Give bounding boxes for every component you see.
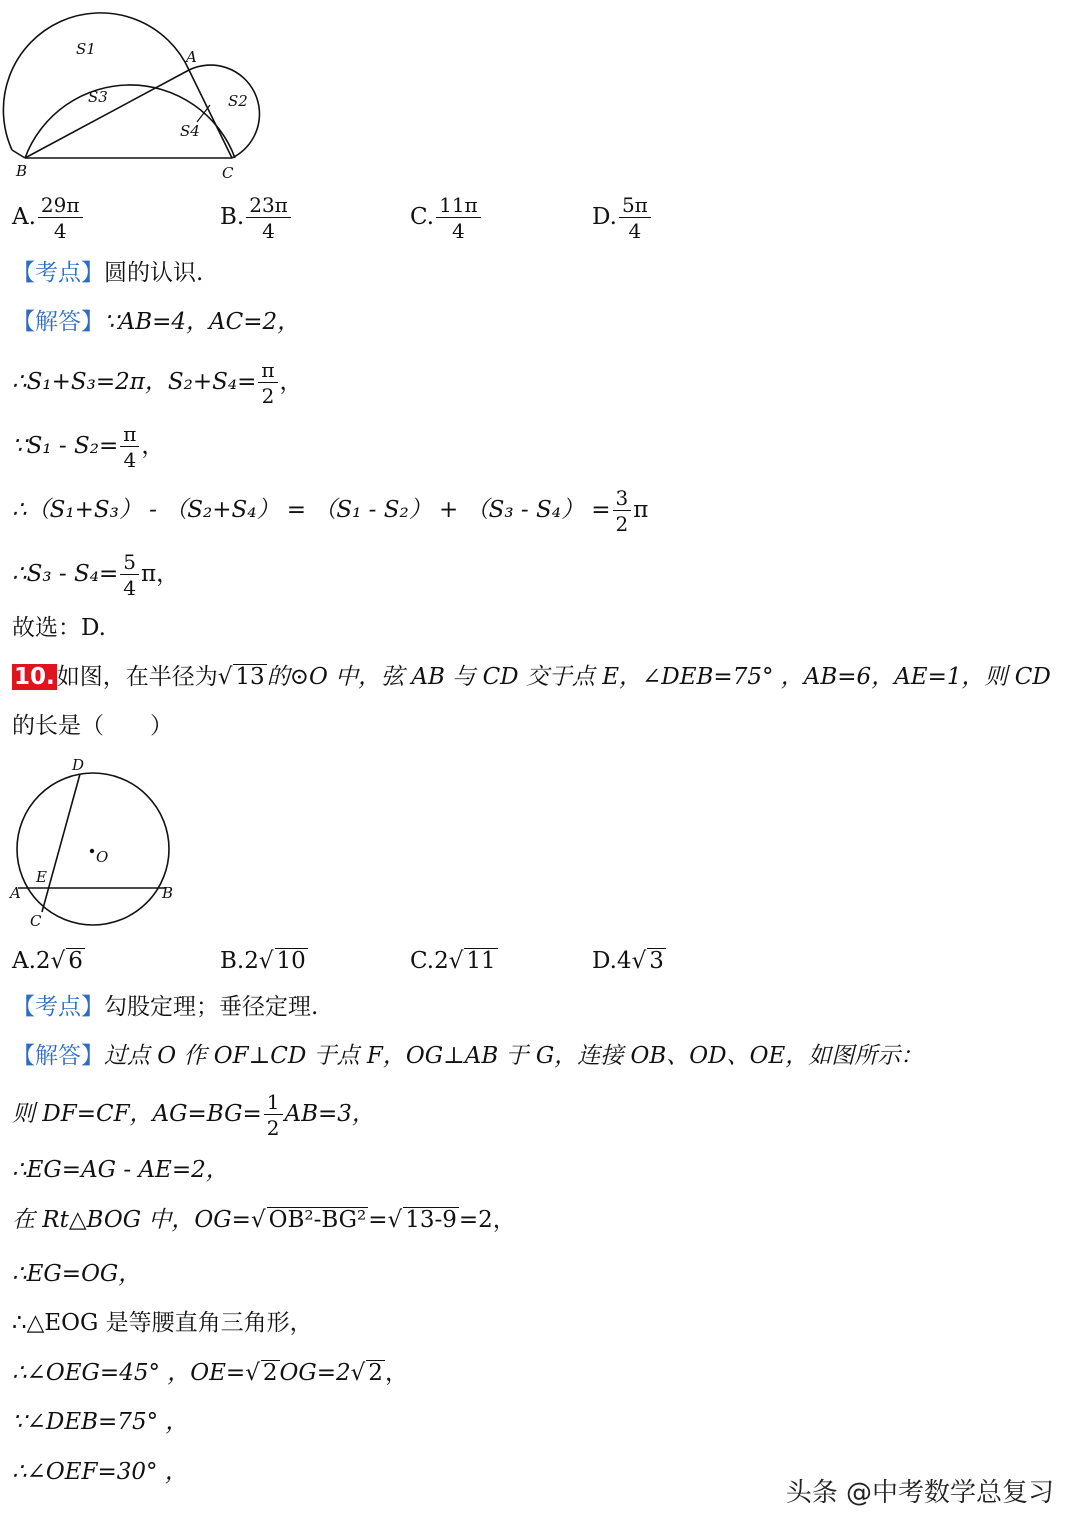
label-d: D — [72, 756, 85, 774]
q10-l1: 则 DF=CF，AG=BG= $\frac{1}{2}$ AB=3， — [12, 1090, 375, 1140]
label-c: C — [222, 164, 234, 182]
q10-l4: ∴EG=OG， — [12, 1261, 142, 1287]
label-s4: S4 — [180, 122, 200, 140]
label-b: B — [162, 884, 174, 902]
q10-l2: ∴EG=AG - AE=2， — [12, 1157, 229, 1183]
q9-answer: 故选：D. — [12, 615, 106, 641]
q9-line3: ∴（S₁+S₃） - （S₂+S₄） = （S₁ - S₂） + （S₃ - S₄） = $\frac{3}{2}$ π — [12, 486, 649, 536]
q10-choice-b: B.2√ 10 — [220, 948, 306, 974]
label-s3: S3 — [88, 88, 108, 106]
label-b: B — [16, 162, 28, 180]
jieda-tag: 【解答】 — [12, 1043, 104, 1069]
q9-choice-d: D. $\frac{5\pi}{4}$ — [592, 195, 653, 241]
watermark: 头条 @中考数学总复习 — [785, 1478, 1054, 1508]
q10-choice-a: A.2√ 6 — [12, 948, 83, 974]
q9-figure — [0, 0, 280, 185]
q10-stem-line2: 的长是（ ） — [12, 713, 173, 739]
q10-l5: ∴△EOG 是等腰直角三角形， — [12, 1310, 313, 1336]
q10-stem: 10.如图，在半径为√ 13的⊙O 中，弦 AB 与 CD 交于点 E，∠DEB=75° ，AB=6，AE=1，则 CD — [14, 664, 1051, 690]
q9-kaodian: 【考点】圆的认识. — [12, 260, 204, 286]
label-c: C — [30, 912, 42, 930]
label-s1: S1 — [76, 40, 96, 58]
q9-choice-b: B. $\frac{23\pi}{4}$ — [220, 195, 293, 241]
q9-line2: ∵S₁ - S₂= $\frac{\pi}{4}$ ， — [12, 422, 165, 472]
kaodian-tag: 【考点】 — [12, 994, 104, 1020]
q10-kaodian: 【考点】勾股定理；垂径定理. — [12, 994, 319, 1020]
q10-choice-c: C.2√ 11 — [410, 948, 496, 974]
label-a: A — [10, 884, 21, 902]
label-a: A — [186, 48, 197, 66]
q9-line4: ∴S₃ - S₄= $\frac{5}{4}$ π， — [12, 550, 180, 600]
q9-jieda: 【解答】∵AB=4，AC=2， — [12, 309, 301, 335]
label-o: O — [96, 848, 109, 866]
q10-l8: ∴∠OEF=30° ， — [12, 1459, 188, 1485]
question-number: 10. — [14, 664, 55, 690]
q10-l3: 在 Rt△BOG 中，OG=√ OB²-BG²=√ 13-9=2， — [12, 1207, 516, 1233]
kaodian-tag: 【考点】 — [12, 260, 104, 286]
q10-jieda: 【解答】过点 O 作 OF⊥CD 于点 F，OG⊥AB 于 G，连接 OB、OD、OE，如图所示： — [12, 1043, 924, 1069]
jieda-tag: 【解答】 — [12, 309, 104, 335]
q9-line1: ∴S₁+S₃=2π，S₂+S₄= $\frac{\pi}{2}$ ， — [12, 358, 303, 408]
q10-choice-d: D.4√ 3 — [592, 948, 664, 974]
q10-l6: ∴∠OEG=45° ，OE=√ 2OG=2√ 2， — [12, 1360, 408, 1386]
q9-choice-c: C. $\frac{11\pi}{4}$ — [410, 195, 483, 241]
label-s2: S2 — [228, 92, 248, 110]
q10-figure — [0, 752, 190, 932]
q10-l7: ∵∠DEB=75° ， — [12, 1409, 189, 1435]
label-e: E — [36, 868, 47, 886]
q9-choice-a: A. $\frac{29\pi}{4}$ — [12, 195, 85, 241]
